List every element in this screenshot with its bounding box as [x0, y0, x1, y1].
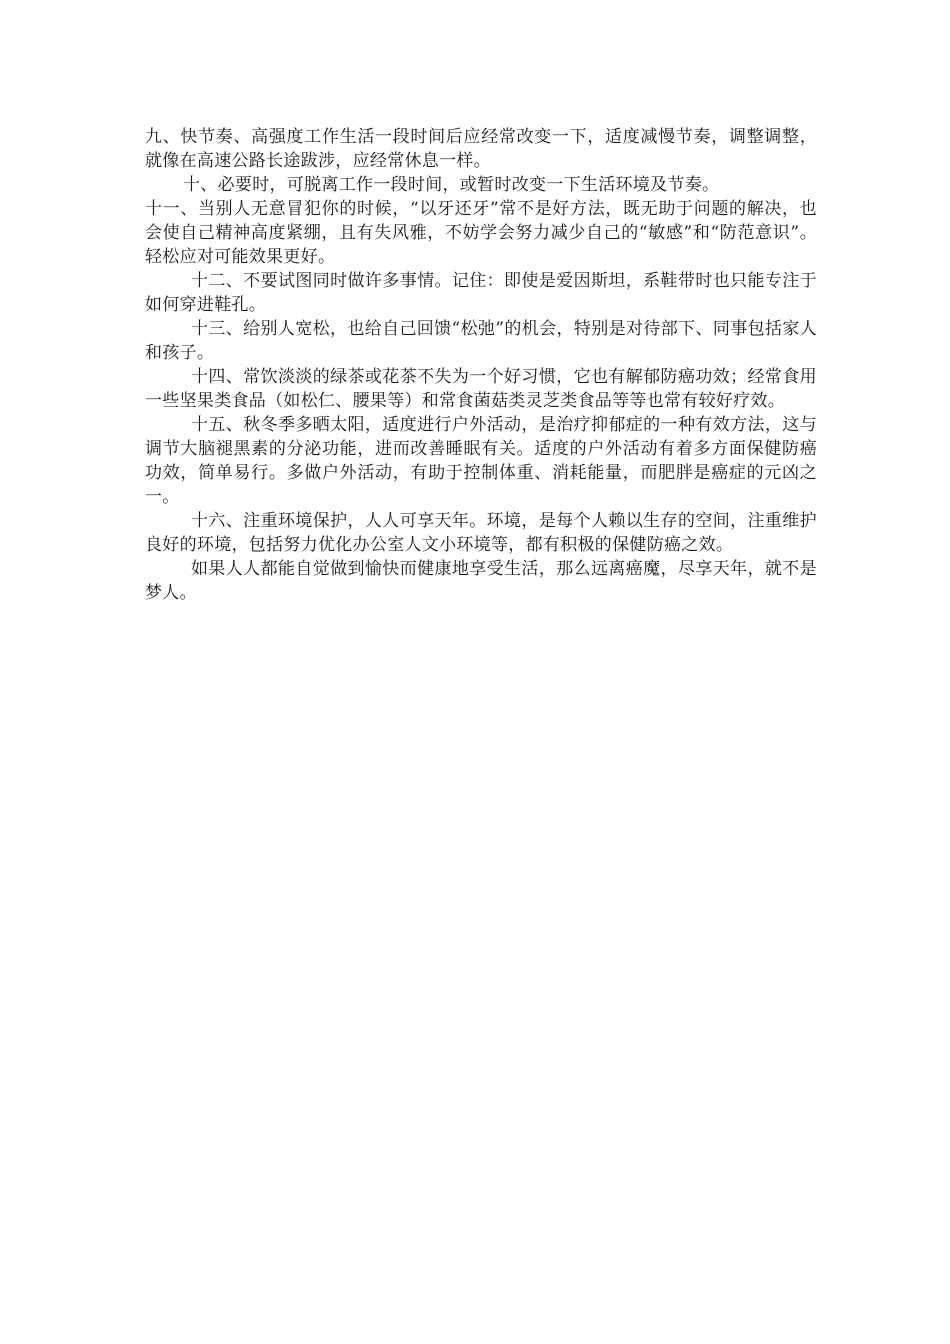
paragraph-item-10: 十、必要时，可脱离工作一段时间，或暂时改变一下生活环境及节奏。	[183, 175, 720, 195]
paragraph-item-12: 十二、不要试图同时做许多事情。记住：即使是爱因斯坦，系鞋带时也只能专注于如何穿进鞋孔。	[145, 271, 817, 315]
paragraph-item-16: 十六、注重环境保护，人人可享天年。环境，是每个人赖以生存的空间，注重维护良好的环境，包括努力优化办公室人文小环境等，都有积极的保健防癌之效。	[145, 511, 817, 555]
paragraph-item-15: 十五、秋冬季多晒太阳，适度进行户外活动，是治疗抑郁症的一种有效方法，这与调节大脑褪黑素的分泌功能，进而改善睡眠有关。适度的户外活动有着多方面保健防癌功效，简单易行。多做户外活动，有助于控制体重、消耗能量，而肥胖是癌症的元凶之一。	[145, 415, 817, 507]
paragraph-item-11: 十一、当别人无意冒犯你的时候，“以牙还牙”常不是好方法，既无助于问题的解决，也会使自己精神高度紧绷，且有失风雅，不妨学会努力减少自己的“敏感”和“防范意识”。轻松应对可能效果更好。	[145, 199, 817, 267]
document-body	[145, 125, 817, 605]
paragraph-item-13: 十三、给别人宽松，也给自己回馈“松弛”的机会，特别是对待部下、同事包括家人和孩子。	[145, 319, 817, 363]
paragraph-item-14: 十四、常饮淡淡的绿茶或花茶不失为一个好习惯，它也有解郁防癌功效；经常食用一些坚果类食品（如松仁、腰果等）和常食菌菇类灵芝类食品等等也常有较好疗效。	[145, 367, 817, 411]
paragraph-item-9: 九、快节奏、高强度工作生活一段时间后应经常改变一下，适度减慢节奏，调整调整，就像在高速公路长途跋涉，应经常休息一样。	[145, 127, 817, 171]
closing-paragraph: 如果人人都能自觉做到愉快而健康地享受生活，那么远离癌魔，尽享天年，就不是梦人。	[145, 559, 817, 603]
